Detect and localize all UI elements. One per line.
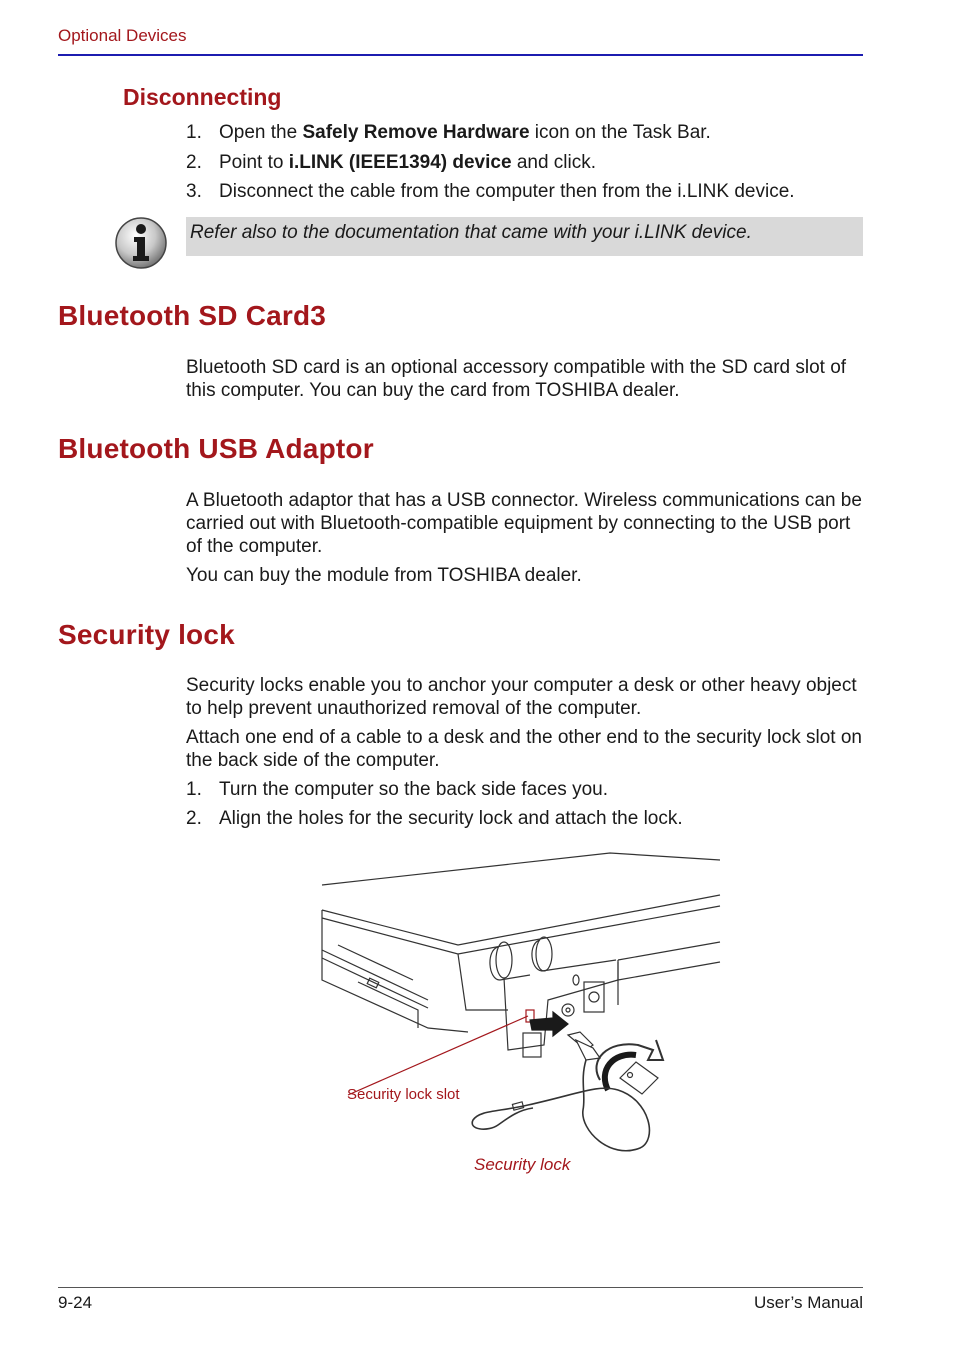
- bluetooth-usb-text-2: You can buy the module from TOSHIBA dealer.: [186, 565, 582, 586]
- figure-label-slot: Security lock slot: [347, 1086, 460, 1103]
- bluetooth-usb-heading: Bluetooth USB Adaptor: [58, 433, 374, 464]
- security-lock-text-1: Security locks enable you to anchor your computer a desk or other heavy object to help prevent unauthorized removal of the computer.: [186, 675, 857, 719]
- security-lock-illustration: [318, 850, 728, 1162]
- footer-rule: [58, 1287, 863, 1288]
- page-number: 9-24: [58, 1293, 93, 1312]
- bluetooth-sd-text: Bluetooth SD card is an optional accessory compatible with the SD card slot of this computer. You can buy the card from TOSHIBA dealer.: [186, 357, 847, 401]
- disconnect-step-3: 3. Disconnect the cable from the computer then from the i.LINK device.: [186, 181, 795, 202]
- header-rule: [58, 54, 863, 56]
- note-text: Refer also to the documentation that came with your i.LINK device.: [190, 222, 752, 243]
- security-step-2: 2. Align the holes for the security lock and attach the lock.: [186, 808, 683, 829]
- security-lock-heading: Security lock: [58, 619, 235, 650]
- security-lock-text-2: Attach one end of a cable to a desk and the other end to the security lock slot on the back side of the computer.: [186, 727, 862, 771]
- manual-title: User’s Manual: [754, 1293, 863, 1312]
- disconnect-step-2: 2. Point to i.LINK (IEEE1394) device and click.: [186, 152, 597, 173]
- disconnecting-heading: Disconnecting: [123, 84, 282, 110]
- security-step-1: 1. Turn the computer so the back side faces you.: [186, 779, 608, 800]
- disconnect-step-1: 1. Open the Safely Remove Hardware icon on the Task Bar.: [186, 122, 711, 143]
- info-icon: [114, 216, 168, 270]
- bluetooth-usb-text-1: A Bluetooth adaptor that has a USB connector. Wireless communications can be carried out with Bluetooth-compatible equipment by connecting to the USB port of the computer.: [186, 490, 862, 557]
- bluetooth-sd-heading: Bluetooth SD Card3: [58, 300, 327, 331]
- figure-caption: Security lock: [474, 1155, 571, 1174]
- running-header: Optional Devices: [58, 26, 187, 45]
